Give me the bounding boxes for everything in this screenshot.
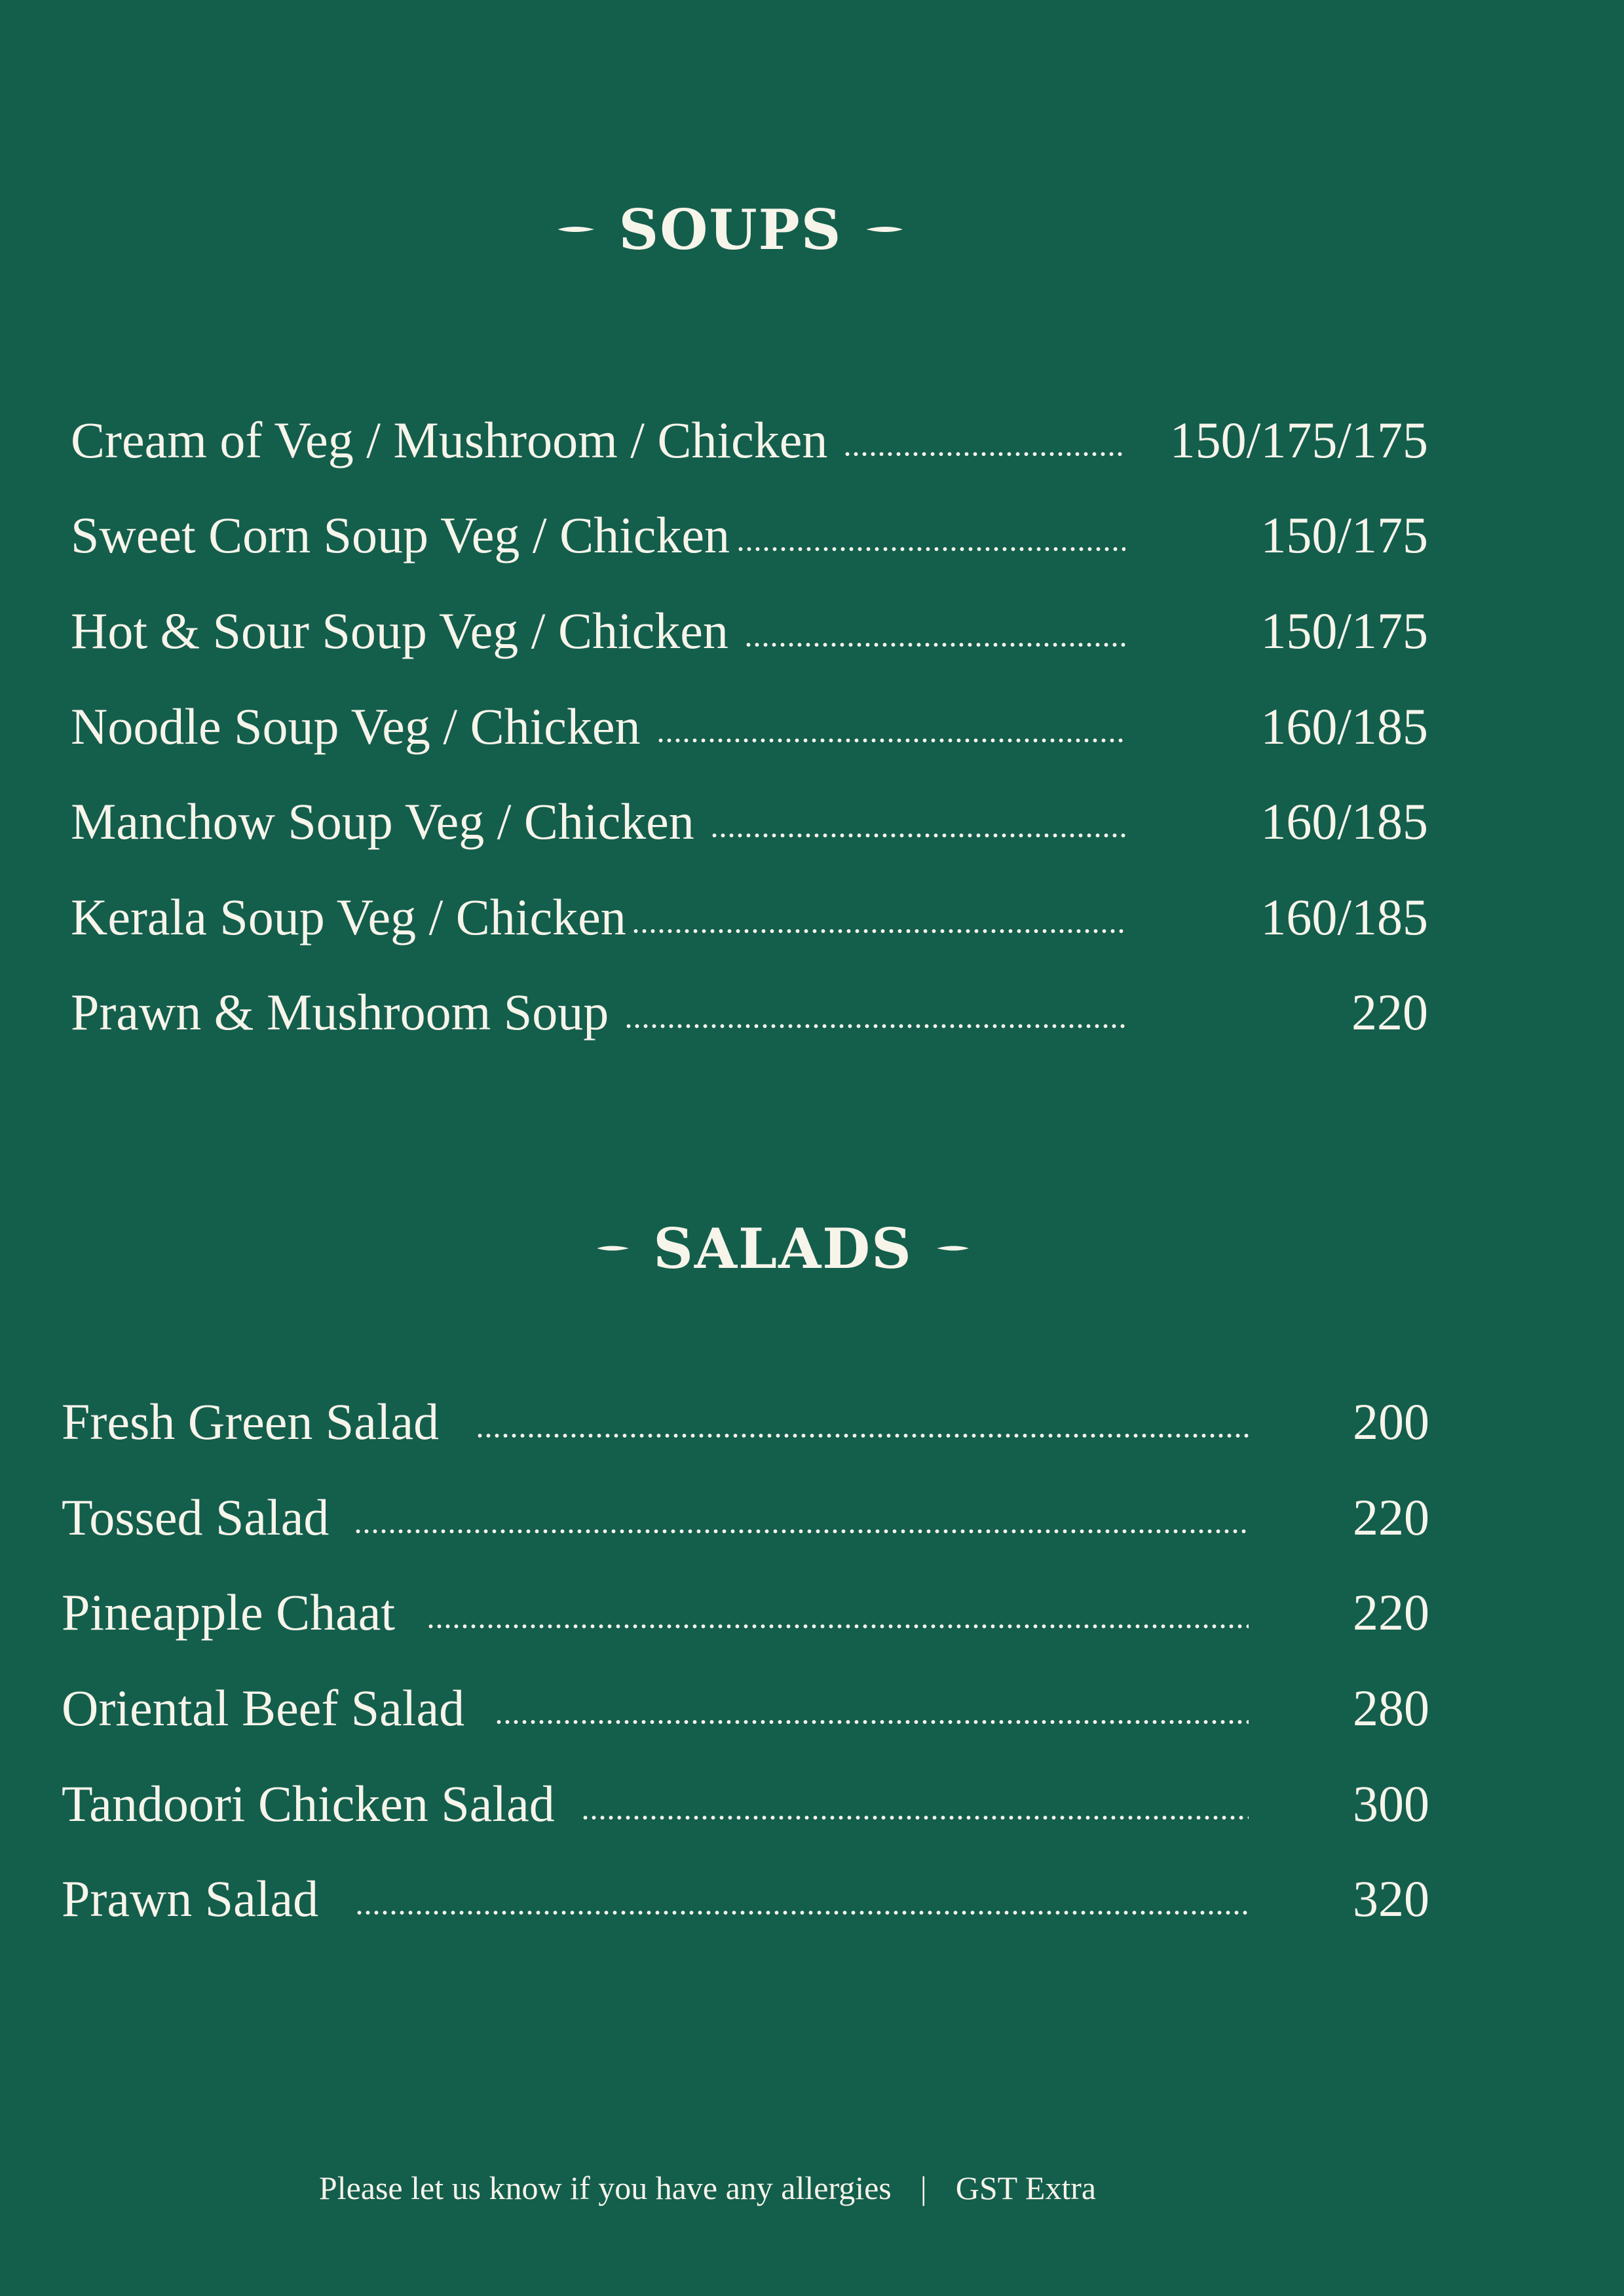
dot-leader [632, 929, 1125, 933]
menu-item [62, 1863, 1429, 1935]
salads-heading [596, 1209, 970, 1288]
item-name: Prawn Salad [62, 1870, 319, 1927]
tax-note: GST Extra [955, 2170, 1097, 2206]
item-price: 320 [1353, 1870, 1429, 1927]
item-price: 160/185 [1260, 793, 1428, 850]
dot-leader [476, 1434, 1249, 1438]
left-swash-icon [596, 1241, 630, 1255]
menu-item [71, 595, 1428, 667]
right-swash-icon [936, 1241, 970, 1255]
item-name: Tandoori Chicken Salad [62, 1775, 555, 1832]
dot-leader [495, 1720, 1249, 1724]
item-price: 220 [1353, 1489, 1429, 1546]
allergy-note: Please let us know if you have any allergies [318, 2170, 892, 2206]
menu-item [62, 1672, 1429, 1744]
item-name: Pineapple Chaat [62, 1584, 396, 1641]
item-name: Hot & Sour Soup Veg / Chicken [71, 602, 728, 659]
item-name: Kerala Soup Veg / Chicken [71, 889, 626, 946]
dot-leader [736, 547, 1125, 551]
item-price: 300 [1353, 1775, 1429, 1832]
dot-leader [843, 452, 1125, 456]
item-name: Fresh Green Salad [62, 1393, 440, 1450]
footer-note [0, 2169, 1415, 2207]
item-name: Noodle Soup Veg / Chicken [71, 698, 641, 755]
dot-leader [710, 833, 1125, 837]
soups-heading-text: SOUPS [618, 197, 842, 262]
menu-item [71, 976, 1428, 1048]
dot-leader [426, 1624, 1249, 1628]
menu-item [62, 1482, 1429, 1554]
item-name: Oriental Beef Salad [62, 1679, 465, 1736]
menu-item [71, 691, 1428, 763]
item-price: 150/175 [1260, 602, 1428, 659]
item-price: 150/175/175 [1169, 411, 1428, 469]
menu-item [71, 499, 1428, 571]
footer-separator: | [920, 2170, 927, 2206]
left-swash-icon [557, 222, 595, 237]
dot-leader [354, 1529, 1249, 1533]
item-price: 220 [1351, 984, 1428, 1041]
menu-item [71, 881, 1428, 953]
item-price: 160/185 [1260, 889, 1428, 946]
menu-item [71, 786, 1428, 858]
item-name: Manchow Soup Veg / Chicken [71, 793, 694, 850]
menu-item [62, 1386, 1429, 1458]
item-price: 280 [1353, 1679, 1429, 1736]
item-price: 160/185 [1260, 698, 1428, 755]
dot-leader [656, 738, 1125, 742]
item-name: Sweet Corn Soup Veg / Chicken [71, 507, 730, 564]
menu-item [71, 404, 1428, 476]
item-price: 150/175 [1260, 507, 1428, 564]
dot-leader [624, 1024, 1125, 1028]
salads-heading-text: SALADS [653, 1215, 913, 1281]
dot-leader [581, 1816, 1249, 1820]
item-name: Prawn & Mushroom Soup [71, 984, 609, 1041]
item-price: 200 [1353, 1393, 1429, 1450]
item-name: Cream of Veg / Mushroom / Chicken [71, 411, 828, 469]
soups-heading [557, 190, 904, 269]
menu-item [62, 1768, 1429, 1840]
item-name: Tossed Salad [62, 1489, 330, 1546]
right-swash-icon [865, 222, 904, 237]
dot-leader [744, 643, 1125, 647]
menu-item [62, 1577, 1429, 1649]
dot-leader [355, 1911, 1249, 1915]
item-price: 220 [1353, 1584, 1429, 1641]
